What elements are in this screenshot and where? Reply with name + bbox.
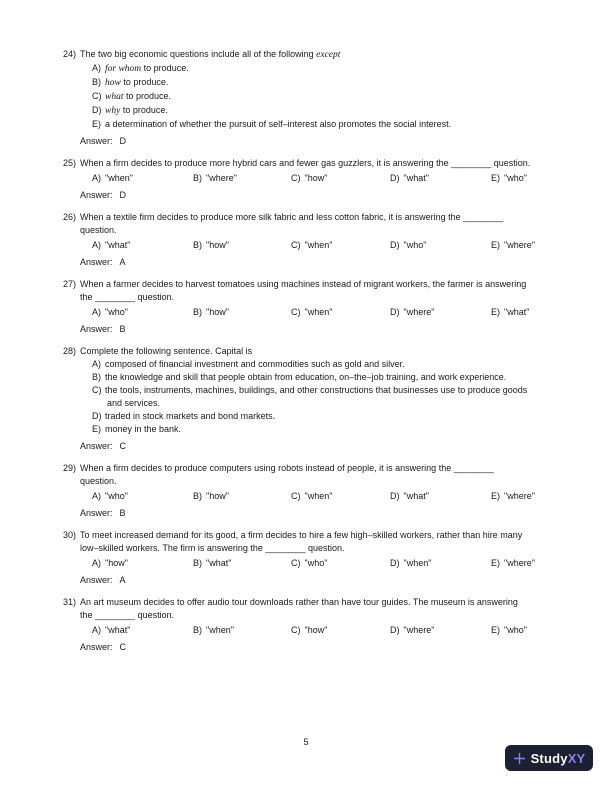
question-number: 24) — [63, 49, 77, 59]
logo-brand-secondary: XY — [567, 750, 586, 766]
answer-choice-c — [291, 172, 390, 185]
answer-label: Answer: — [80, 257, 113, 267]
text-segment: the tools, instruments, machines, buildings, and other constructions that businesses use to produce goods — [105, 385, 528, 395]
answer-choice-row — [63, 172, 582, 185]
question-number: 30) — [63, 530, 77, 540]
text-segment: When a firm decides to produce more hybrid cars and fewer gas guzzlers, it is answering the ________ question. — [80, 158, 531, 168]
answer-choice-e — [63, 423, 582, 436]
question-number: 31) — [63, 597, 77, 607]
answer-label: Answer: — [80, 508, 113, 518]
answer-choice-c — [63, 90, 582, 104]
choice-label: A) — [92, 240, 101, 250]
text-segment: to produce. — [120, 105, 168, 115]
answer-choice-c — [291, 557, 390, 570]
choice-text: "who" — [304, 558, 328, 568]
choice-label: C) — [92, 385, 102, 395]
choice-text: "what" — [105, 240, 131, 250]
question-25 — [63, 157, 582, 202]
answer-line — [63, 507, 582, 520]
choice-text: "when" — [105, 173, 133, 183]
answer-label: Answer: — [80, 642, 113, 652]
answer-line — [63, 574, 582, 587]
answer-line — [63, 135, 582, 148]
answer-choice-a — [92, 490, 193, 503]
answer-choice-b — [63, 371, 582, 384]
answer-choice-b — [193, 172, 291, 185]
choice-label: E) — [92, 424, 101, 434]
choice-label: D) — [390, 240, 400, 250]
answer-line — [63, 323, 582, 336]
question-stem — [63, 157, 582, 170]
answer-choice-d — [390, 557, 491, 570]
question-24 — [63, 48, 582, 148]
question-number: 26) — [63, 212, 77, 222]
answer-choice-b — [193, 239, 291, 252]
text-segment: money in the bank. — [105, 424, 182, 434]
choice-label: B) — [193, 625, 202, 635]
answer-value: D — [119, 136, 127, 146]
answer-label: Answer: — [80, 190, 113, 200]
choice-text: "who" — [504, 173, 527, 183]
choice-label: A) — [92, 63, 101, 73]
answer-choice-b — [193, 557, 291, 570]
choice-label: B) — [193, 173, 202, 183]
question-stem — [63, 462, 582, 475]
choice-label: D) — [390, 307, 400, 317]
choice-text: "where" — [504, 491, 535, 501]
answer-value: B — [119, 508, 126, 518]
answer-choice-c — [291, 306, 390, 319]
choice-label: E) — [491, 491, 500, 501]
answer-label: Answer: — [80, 441, 113, 451]
choice-text: "who" — [105, 307, 128, 317]
answer-choice-row — [63, 306, 582, 319]
question-stem-continuation — [63, 475, 582, 488]
question-31 — [63, 596, 582, 654]
answer-choice-e — [491, 557, 535, 570]
choice-label: C) — [291, 173, 301, 183]
answer-choice-c — [291, 624, 390, 637]
choice-text: "where" — [206, 173, 237, 183]
question-stem-continuation — [63, 609, 582, 622]
answer-label: Answer: — [80, 324, 113, 334]
answer-choice-e — [491, 624, 527, 637]
answer-choice-d — [390, 306, 491, 319]
answer-choice-a — [92, 624, 193, 637]
answer-choice-d — [63, 104, 582, 118]
choice-label: A) — [92, 359, 101, 369]
choice-text: "who" — [403, 240, 427, 250]
answer-label: Answer: — [80, 136, 113, 146]
question-number: 28) — [63, 346, 77, 356]
choice-label: C) — [291, 491, 301, 501]
question-30 — [63, 529, 582, 587]
choice-label: C) — [291, 240, 301, 250]
question-27 — [63, 278, 582, 336]
answer-choice-e — [491, 490, 535, 503]
text-segment: to produce. — [120, 77, 169, 87]
answer-choice-e — [491, 306, 529, 319]
choice-label: E) — [491, 307, 500, 317]
choice-text: "when" — [304, 307, 333, 317]
question-number: 25) — [63, 158, 77, 168]
answer-label: Answer: — [80, 575, 113, 585]
text-segment: question. — [80, 476, 117, 486]
answer-choice-b — [193, 490, 291, 503]
text-segment: To meet increased demand for its good, a firm decides to hire a few high–skilled workers, rather than hire many — [80, 530, 523, 540]
choice-label: D) — [390, 173, 400, 183]
answer-value: C — [119, 441, 127, 451]
choice-text: "what" — [504, 307, 530, 317]
choice-text: "when" — [304, 240, 333, 250]
answer-choice-e — [491, 239, 535, 252]
page-number: 5 — [303, 737, 309, 747]
text-segment: to produce. — [141, 63, 189, 73]
choice-label: C) — [291, 307, 301, 317]
text-segment: When a textile firm decides to produce more silk fabric and less cotton fabric, it is answering the ________ — [80, 212, 504, 222]
choice-label: D) — [92, 411, 102, 421]
answer-choice-d — [63, 410, 582, 423]
choice-label: A) — [92, 491, 101, 501]
text-segment: the ________ question. — [80, 292, 175, 302]
answer-choice-d — [390, 490, 491, 503]
choice-text: "who" — [105, 491, 128, 501]
answer-value: C — [119, 642, 127, 652]
choice-label: D) — [92, 105, 102, 115]
question-stem — [63, 345, 582, 358]
answer-choice-a — [63, 62, 582, 76]
answer-choice-b — [63, 76, 582, 90]
choice-text: "who" — [504, 625, 527, 635]
answer-choice-c — [291, 490, 390, 503]
choice-label: D) — [390, 558, 400, 568]
plus-icon — [513, 752, 526, 765]
question-29 — [63, 462, 582, 520]
choice-label: A) — [92, 558, 101, 568]
answer-choice-d — [390, 172, 491, 185]
answer-line — [63, 641, 582, 654]
choice-text: "how" — [304, 173, 328, 183]
answer-choice-a — [63, 358, 582, 371]
question-number: 29) — [63, 463, 77, 473]
choice-label: B) — [193, 240, 202, 250]
choice-label: A) — [92, 625, 101, 635]
choice-label: E) — [491, 173, 500, 183]
question-stem — [63, 596, 582, 609]
answer-choice-c — [291, 239, 390, 252]
choice-text: "how" — [206, 240, 229, 250]
text-segment: An art museum decides to offer audio tour downloads rather than have tour guides. The museum is answering — [80, 597, 518, 607]
choice-text: "how" — [304, 625, 328, 635]
choice-label: C) — [92, 91, 102, 101]
question-stem — [63, 48, 582, 62]
choice-text: "how" — [206, 307, 229, 317]
choice-label: B) — [193, 307, 202, 317]
choice-label: C) — [291, 558, 301, 568]
answer-choice-c — [63, 397, 582, 410]
choice-label: E) — [92, 119, 101, 129]
logo-brand-text — [531, 752, 586, 765]
text-segment: traded in stock markets and bond markets. — [105, 411, 276, 421]
answer-choice-e — [63, 118, 582, 131]
choice-text: "where" — [504, 558, 535, 568]
text-segment: except — [316, 50, 341, 60]
choice-label: B) — [193, 491, 202, 501]
choice-label: E) — [491, 240, 500, 250]
choice-text: "what" — [105, 625, 131, 635]
answer-choice-row — [63, 624, 582, 637]
choice-label: D) — [390, 491, 400, 501]
text-segment: how — [105, 78, 121, 88]
choice-text: "when" — [206, 625, 234, 635]
choice-text: "what" — [206, 558, 232, 568]
answer-choice-row — [63, 557, 582, 570]
question-stem — [63, 211, 582, 224]
answer-choice-a — [92, 306, 193, 319]
text-segment: the knowledge and skill that people obtain from education, on–the–job training, and work experience. — [105, 372, 507, 382]
text-segment: a determination of whether the pursuit of self–interest also promotes the social interest. — [105, 119, 452, 129]
text-segment: why — [105, 106, 121, 116]
answer-value: B — [119, 324, 126, 334]
answer-choice-b — [193, 624, 291, 637]
choice-text: "where" — [403, 307, 435, 317]
text-segment: and services. — [107, 398, 161, 408]
answer-choice-d — [390, 624, 491, 637]
choice-text: "how" — [105, 558, 128, 568]
question-stem-continuation — [63, 224, 582, 237]
text-segment: Complete the following sentence. Capital is — [80, 346, 253, 356]
choice-label: E) — [491, 625, 500, 635]
answer-value: A — [119, 257, 126, 267]
text-segment: When a firm decides to produce computers using robots instead of people, it is answering the ________ — [80, 463, 494, 473]
choice-text: "where" — [403, 625, 435, 635]
answer-choice-a — [92, 239, 193, 252]
text-segment: for whom — [105, 64, 142, 74]
studyxy-logo — [505, 745, 593, 771]
choice-label: E) — [491, 558, 500, 568]
text-segment: question. — [80, 225, 117, 235]
answer-choice-c — [63, 384, 582, 397]
choice-label: D) — [390, 625, 400, 635]
choice-label: C) — [291, 625, 301, 635]
question-stem-continuation — [63, 542, 582, 555]
answer-value: A — [119, 575, 126, 585]
choice-text: "when" — [304, 491, 333, 501]
text-segment: low–skilled workers. The firm is answering the ________ question. — [80, 543, 345, 553]
question-28 — [63, 345, 582, 453]
answer-line — [63, 189, 582, 202]
choice-label: B) — [92, 77, 101, 87]
logo-brand-primary: Study — [530, 750, 568, 766]
choice-text: "how" — [206, 491, 229, 501]
question-stem — [63, 529, 582, 542]
answer-line — [63, 440, 582, 453]
question-26 — [63, 211, 582, 269]
question-number: 27) — [63, 279, 77, 289]
text-segment: to produce. — [123, 91, 172, 101]
choice-label: A) — [92, 307, 101, 317]
text-segment: composed of financial investment and commodities such as gold and silver. — [105, 359, 405, 369]
choice-text: "what" — [403, 491, 429, 501]
answer-value: D — [119, 190, 127, 200]
text-segment: the ________ question. — [80, 610, 175, 620]
text-segment: The two big economic questions include all of the following — [80, 49, 317, 59]
choice-text: "where" — [504, 240, 535, 250]
text-segment: When a farmer decides to harvest tomatoes using machines instead of migrant workers, the farmer is answering — [80, 279, 527, 289]
answer-choice-row — [63, 239, 582, 252]
answer-choice-a — [92, 172, 193, 185]
choice-label: B) — [92, 372, 101, 382]
answer-choice-d — [390, 239, 491, 252]
answer-choice-a — [92, 557, 193, 570]
question-stem-continuation — [63, 291, 582, 304]
answer-choice-row — [63, 490, 582, 503]
answer-choice-b — [193, 306, 291, 319]
choice-label: A) — [92, 173, 101, 183]
answer-choice-e — [491, 172, 527, 185]
answer-line — [63, 256, 582, 269]
choice-text: "when" — [403, 558, 432, 568]
choice-text: "what" — [403, 173, 429, 183]
question-stem — [63, 278, 582, 291]
text-segment: what — [105, 92, 124, 102]
question-list — [63, 48, 582, 654]
choice-label: B) — [193, 558, 202, 568]
